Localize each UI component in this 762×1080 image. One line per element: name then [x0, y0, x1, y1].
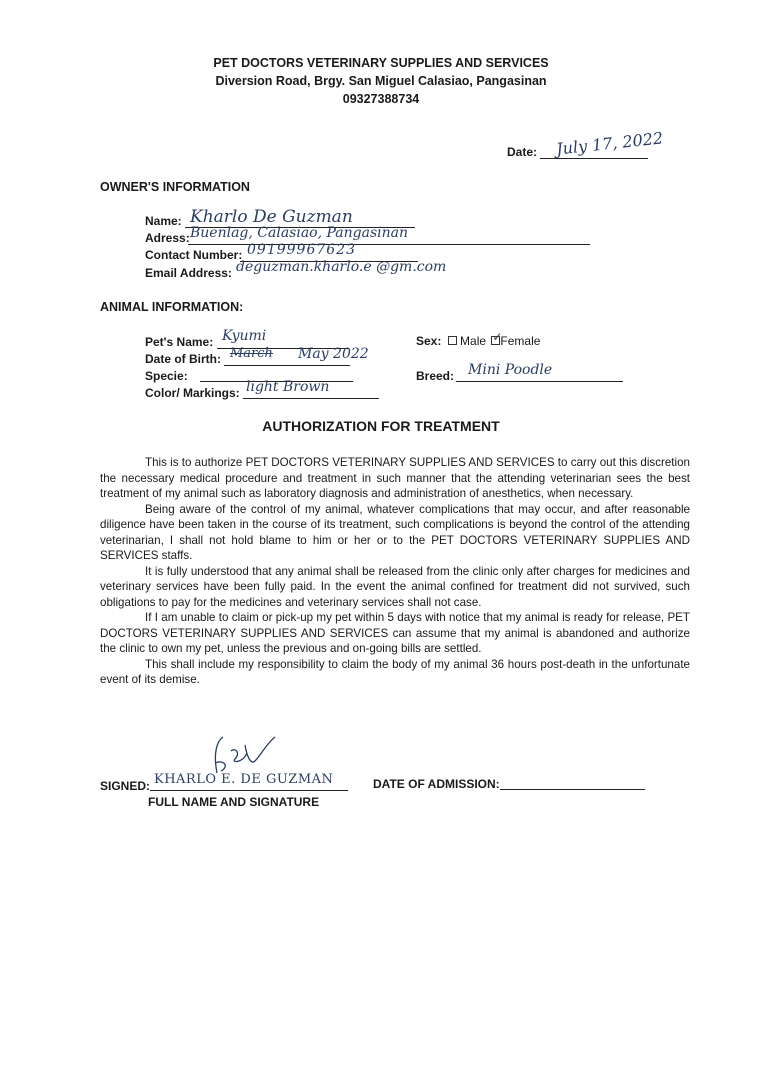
- owner-name-label: Name:: [145, 214, 182, 228]
- signature-underline: [150, 790, 348, 791]
- paragraph-1: This is to authorize PET DOCTORS VETERINARY SUPPLIES AND SERVICES to carry out this discretion the necessary medical procedure and treatment in such manner that the attending veterinarian sees the best treatment of my animal such as laboratory diagnosis and administration of anesthetics, when necessary.: [100, 456, 690, 500]
- sex-field: [416, 330, 541, 348]
- company-phone: 09327388734: [342, 92, 420, 106]
- date-underline: [540, 158, 648, 159]
- owner-address-label: Adress:: [145, 231, 190, 245]
- signed-name: KHARLO E. DE GUZMAN: [154, 772, 334, 787]
- date-label: Date:: [507, 145, 538, 159]
- color-value: light Brown: [246, 379, 330, 395]
- owner-contact-value: 09199967623: [247, 242, 356, 258]
- owner-email-value: deguzman.kharlo.e @gm.com: [236, 259, 447, 275]
- color-label: Color/ Markings:: [145, 386, 240, 400]
- pet-name-label: Pet's Name:: [145, 335, 214, 349]
- owner-name-value: Kharlo De Guzman: [190, 207, 353, 227]
- paragraph-5: This shall include my responsibility to claim the body of my animal 36 hours post-death in the unfortunate event of its demise.: [100, 657, 690, 686]
- male-checkbox[interactable]: [448, 336, 457, 345]
- owner-heading: OWNER'S INFORMATION: [100, 180, 250, 194]
- admission-underline: [500, 789, 645, 790]
- paragraph-4: If I am unable to claim or pick-up my pet within 5 days with notice that my animal is ready for release, PET DOCTORS VETERINARY SUPPLIES AND SERVICES can assume that my animal is abandoned and authorize the clinic to own my pet, unless the previous and on-going bills are settled.: [100, 611, 690, 655]
- breed-label: Breed:: [416, 369, 455, 383]
- authorization-title: AUTHORIZATION FOR TREATMENT: [262, 418, 500, 434]
- breed-underline: [456, 381, 623, 382]
- signature-caption: FULL NAME AND SIGNATURE: [148, 795, 320, 809]
- female-label: Female: [500, 334, 541, 348]
- sex-label: Sex:: [416, 334, 442, 348]
- owner-address-value: Buenlag, Calasiao, Pangasinan: [190, 225, 409, 241]
- dob-underline: [224, 365, 350, 366]
- animal-heading: ANIMAL INFORMATION:: [100, 300, 244, 314]
- authorization-body: [100, 455, 690, 688]
- date-value: July 17, 2022: [555, 128, 664, 159]
- female-checkbox[interactable]: [491, 330, 503, 345]
- dob-value: May 2022: [298, 346, 369, 362]
- signed-label: SIGNED:: [100, 779, 151, 793]
- male-label: Male: [460, 334, 487, 348]
- dob-struck-value: March: [230, 346, 273, 361]
- breed-value: Mini Poodle: [468, 362, 553, 378]
- pet-name-value: Kyumi: [222, 328, 267, 344]
- owner-contact-label: Contact Number:: [145, 248, 243, 262]
- company-address: Diversion Road, Brgy. San Miguel Calasiao, Pangasinan: [215, 74, 547, 88]
- admission-label: DATE OF ADMISSION:: [373, 777, 500, 791]
- paragraph-3: It is fully understood that any animal shall be released from the clinic only after charges for medicines and veterinary services have been fully paid. In the event the animal confined for treatment did not survived, such obligations to pay for the medicines and veterinary services shall not case.: [100, 564, 690, 609]
- dob-label: Date of Birth:: [145, 352, 221, 366]
- paragraph-2: Being aware of the control of my animal, whatever complications that may occur, and after reasonable diligence have been taken in the course of its treatment, such complications is beyond the control of the attending veterinarian, I shall not hold blame to him or her or to the PET DOCTORS VETERINARY SUPPLIES AND SERVICES staffs.: [100, 502, 690, 562]
- check-mark-icon: ✓: [492, 330, 503, 344]
- company-name: PET DOCTORS VETERINARY SUPPLIES AND SERVICES: [213, 56, 549, 70]
- specie-label: Specie:: [145, 369, 188, 383]
- owner-email-label: Email Address:: [145, 266, 232, 280]
- color-underline: [243, 398, 379, 399]
